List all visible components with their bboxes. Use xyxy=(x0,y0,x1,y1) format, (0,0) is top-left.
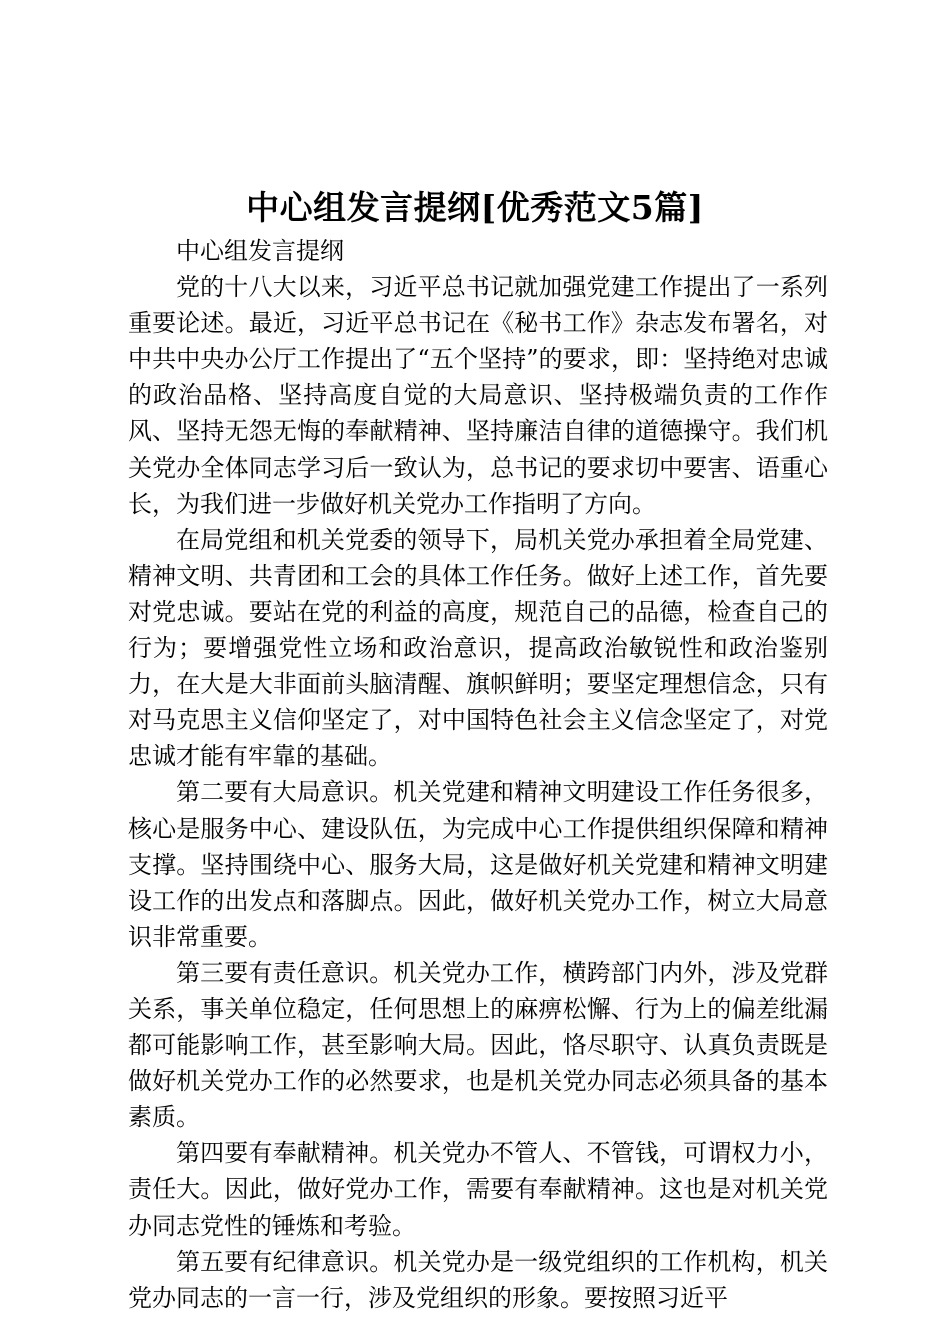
body-paragraph: 党的十八大以来，习近平总书记就加强党建工作提出了一系列重要论述。最近，习近平总书记在《秘书工作》杂志发布署名，对中共中央办公厅工作提出了“五个坚持”的要求，即：坚持绝对忠诚的政治品格、坚持高度自觉的大局意识、坚持极端负责的工作作风、坚持无怨无悔的奉献精神、坚持廉洁自律的道德操守。我们机关党办全体同志学习后一致认为，总书记的要求切中要害、语重心长，为我们进一步做好机关党办工作指明了方向。 xyxy=(128,273,828,518)
body-paragraph: 第二要有大局意识。机关党建和精神文明建设工作任务很多，核心是服务中心、建设队伍，为完成中心工作提供组织保障和精神支撑。坚持围绕中心、服务大局，这是做好机关党建和精神文明建设工作的出发点和落脚点。因此，做好机关党办工作，树立大局意识非常重要。 xyxy=(128,778,828,951)
body-paragraph: 第四要有奉献精神。机关党办不管人、不管钱，可谓权力小，责任大。因此，做好党办工作，需要有奉献精神。这也是对机关党办同志党性的锤炼和考验。 xyxy=(128,1139,828,1240)
document-body xyxy=(128,233,828,1316)
document-title: 中心组发言提纲[优秀范文5篇] xyxy=(246,188,704,227)
subtitle-paragraph: 中心组发言提纲 xyxy=(176,237,344,265)
body-paragraph: 第三要有责任意识。机关党办工作，横跨部门内外，涉及党群关系，事关单位稳定，任何思想上的麻痹松懈、行为上的偏差纰漏都可能影响工作，甚至影响大局。因此，恪尽职守、认真负责既是做好机关党办工作的必然要求，也是机关党办同志必须具备的基本素质。 xyxy=(128,958,828,1132)
body-paragraph: 在局党组和机关党委的领导下，局机关党办承担着全局党建、精神文明、共青团和工会的具体工作任务。做好上述工作，首先要对党忠诚。要站在党的利益的高度，规范自己的品德，检查自己的行为；要增强党性立场和政治意识，提高政治敏锐性和政治鉴别力，在大是大非面前头脑清醒、旗帜鲜明；要坚定理想信念，只有对马克思主义信仰坚定了，对中国特色社会主义信念坚定了，对党忠诚才能有牢靠的基础。 xyxy=(128,525,828,771)
body-paragraph: 第五要有纪律意识。机关党办是一级党组织的工作机构，机关党办同志的一言一行，涉及党组织的形象。要按照习近平 xyxy=(128,1247,828,1312)
